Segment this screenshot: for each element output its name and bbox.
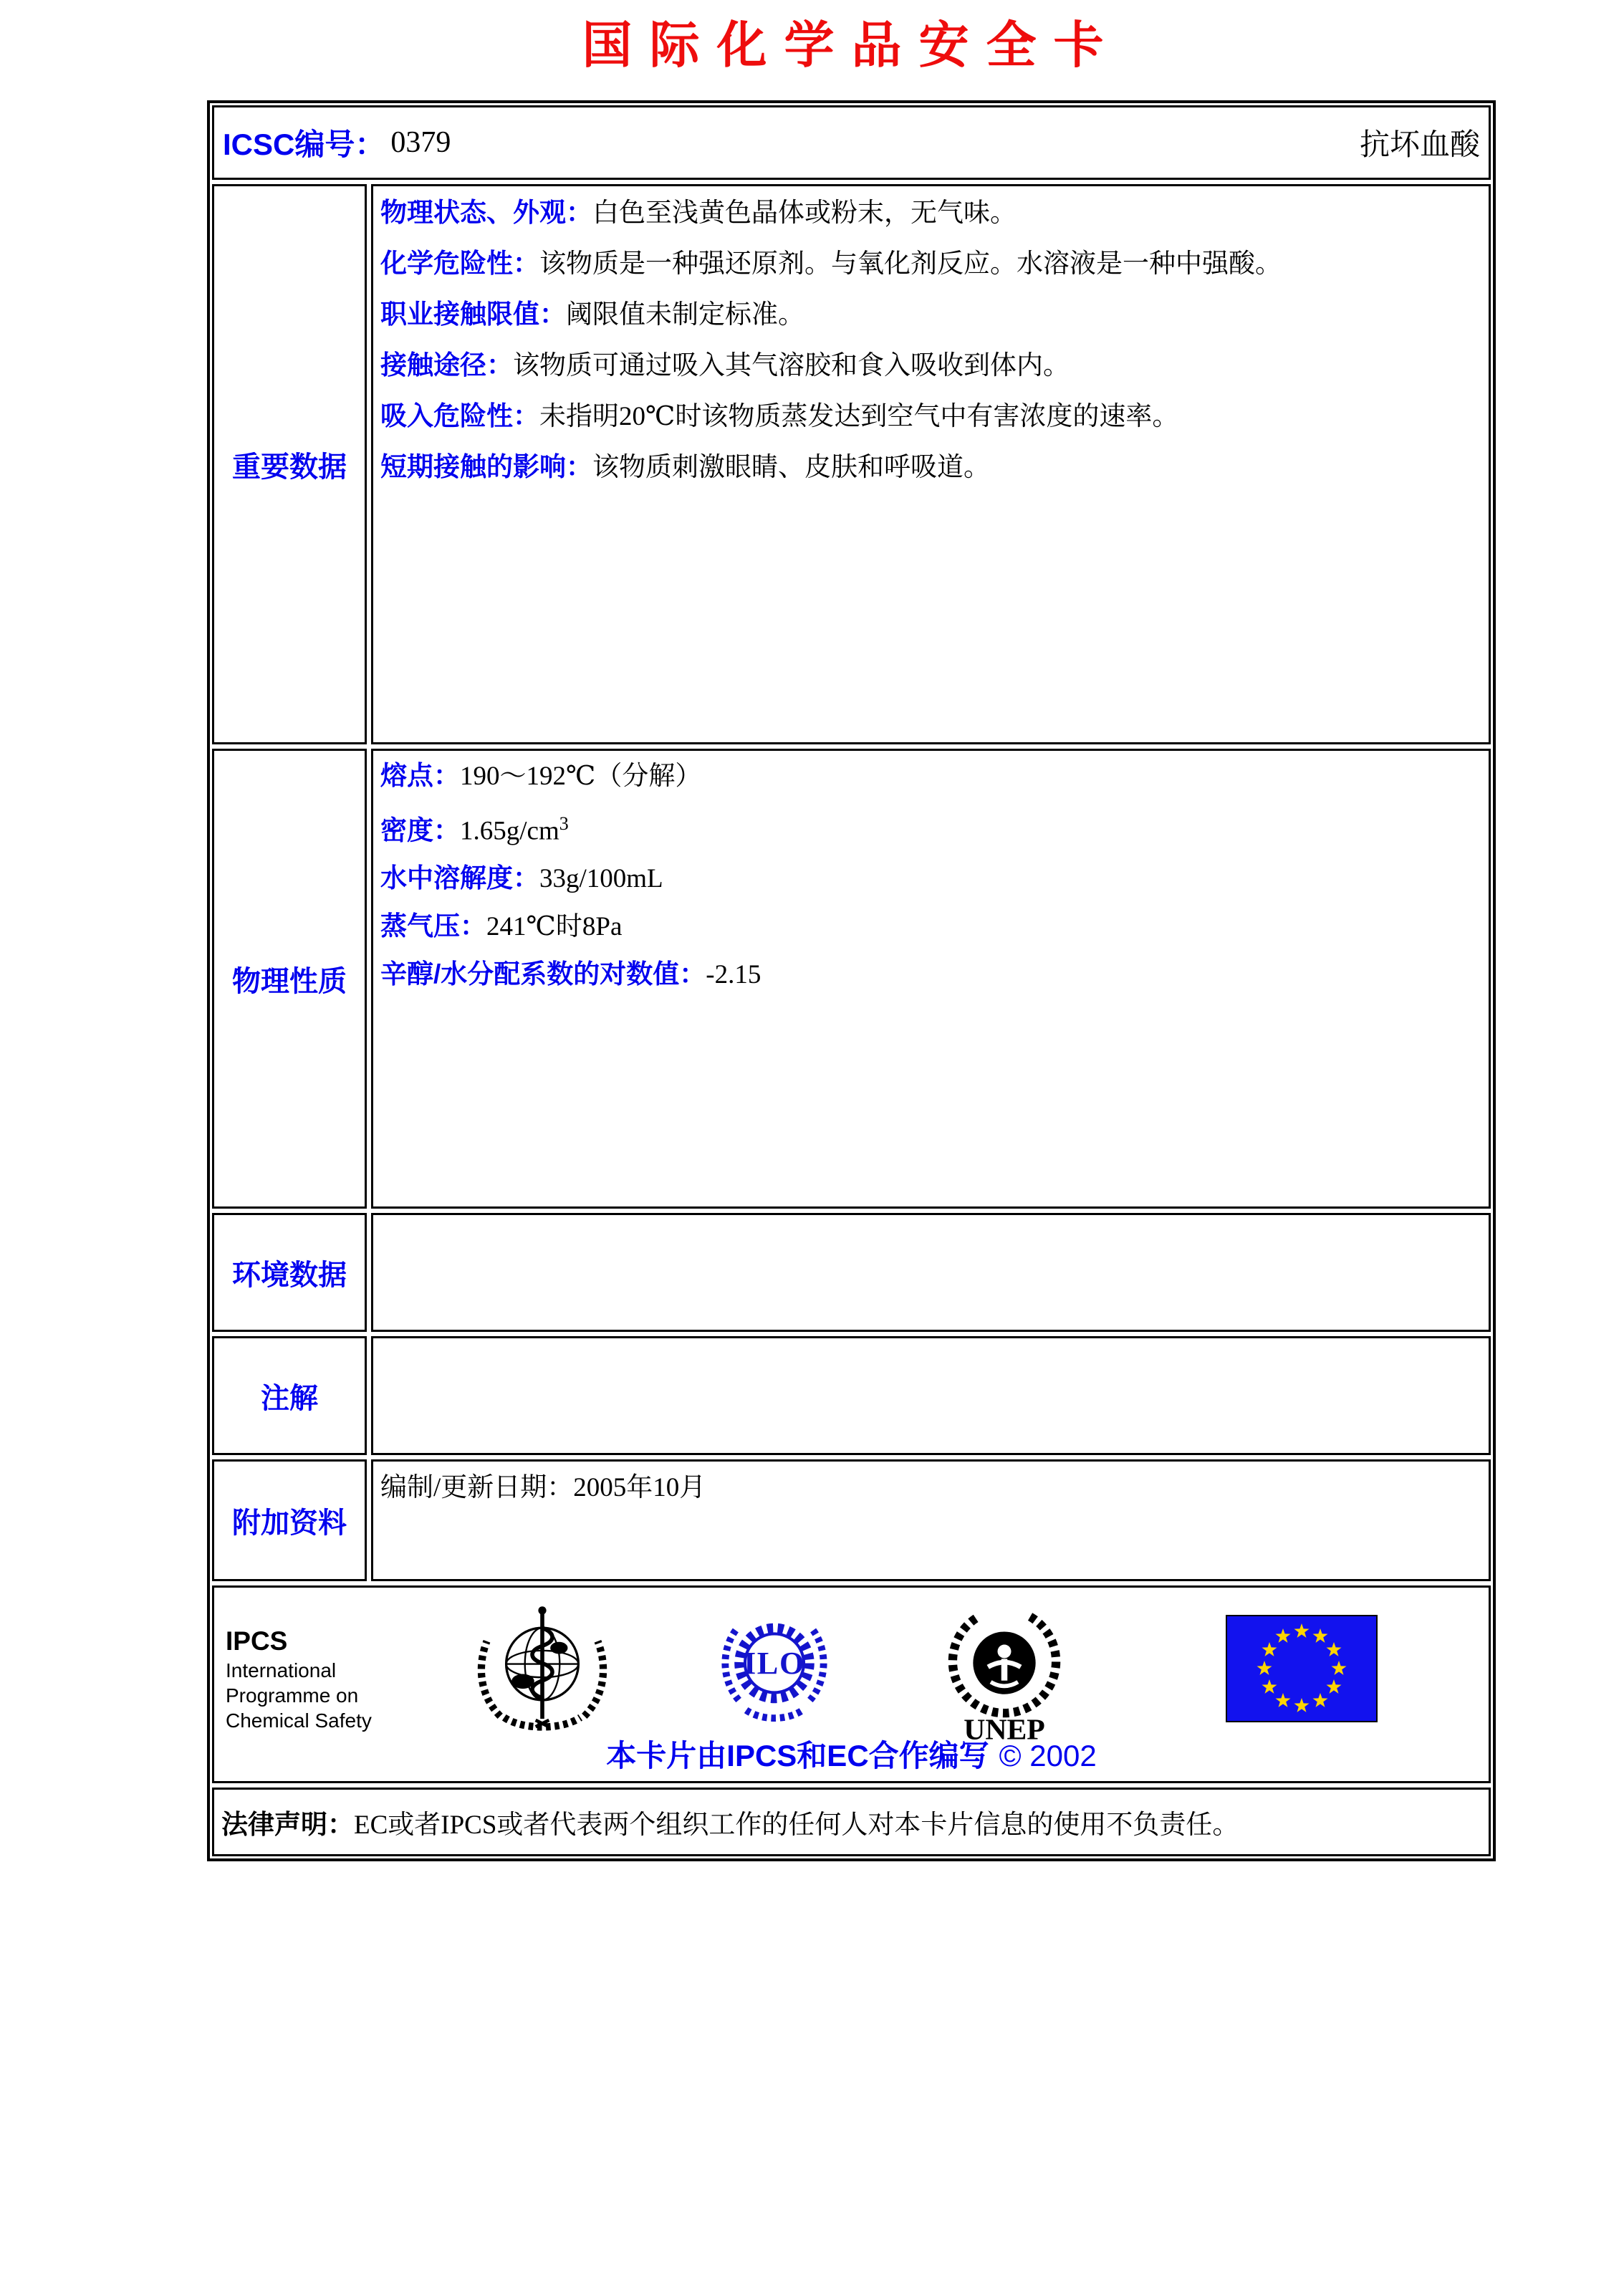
update-date: 编制/更新日期：2005年10月 bbox=[380, 1473, 706, 1502]
important-data-item: 化学危险性：该物质是一种强还原剂。与氧化剂反应。水溶液是一种中强酸。 bbox=[380, 249, 1282, 279]
additional-info-content bbox=[371, 1459, 1491, 1581]
physical-property-item: 熔点：190～192℃（分解） bbox=[380, 761, 702, 791]
legal-text: EC或者IPCS或者代表两个组织工作的任何人对本卡片信息的使用不负责任。 bbox=[354, 1810, 1239, 1840]
ipcs-acronym: IPCS bbox=[226, 1626, 288, 1656]
icsc-card-table bbox=[207, 100, 1496, 1861]
physical-properties-row-label: 物理性质 bbox=[212, 749, 367, 1209]
important-data-item: 职业接触限值：阈限值未制定标准。 bbox=[380, 299, 804, 330]
additional-info-row-label: 附加资料 bbox=[212, 1459, 367, 1581]
copyright-text: © 2002 bbox=[999, 1739, 1097, 1772]
ipcs-text-block bbox=[226, 1625, 372, 1733]
who-logo-icon bbox=[472, 1601, 612, 1738]
important-data-item: 吸入危险性：未指明20℃时该物质蒸发达到空气中有害浓度的速率。 bbox=[380, 401, 1179, 431]
chemical-name: 抗坏血酸 bbox=[1359, 129, 1480, 162]
physical-property-item: 水中溶解度：33g/100mL bbox=[380, 863, 663, 894]
header-row bbox=[212, 105, 1491, 180]
important-data-row bbox=[212, 184, 1491, 744]
physical-properties-row bbox=[212, 749, 1491, 1209]
unep-logo-icon bbox=[936, 1598, 1072, 1744]
logos-cell bbox=[212, 1585, 1491, 1783]
ipcs-line: Chemical Safety bbox=[226, 1709, 372, 1732]
logos-row bbox=[212, 1585, 1491, 1783]
cooperation-caption bbox=[214, 1732, 1489, 1775]
ilo-logo-icon bbox=[716, 1602, 833, 1734]
physical-properties-content bbox=[371, 749, 1491, 1209]
notes-row bbox=[212, 1336, 1491, 1455]
environmental-data-content bbox=[371, 1213, 1491, 1332]
notes-row-label: 注解 bbox=[212, 1336, 367, 1455]
additional-info-row bbox=[212, 1459, 1491, 1581]
important-data-item: 短期接触的影响：该物质刺激眼睛、皮肤和呼吸道。 bbox=[380, 452, 990, 482]
physical-property-item: 蒸气压：241℃时8Pa bbox=[380, 911, 623, 942]
icsc-number-value: 0379 bbox=[390, 126, 451, 159]
notes-content bbox=[371, 1336, 1491, 1455]
important-data-row-label: 重要数据 bbox=[212, 184, 367, 744]
important-data-content bbox=[371, 184, 1491, 744]
environmental-data-row bbox=[212, 1213, 1491, 1332]
ilo-logo-text: ILO bbox=[743, 1646, 806, 1681]
important-data-item: 接触途径：该物质可通过吸入其气溶胶和食入吸收到体内。 bbox=[380, 350, 1070, 380]
physical-property-item: 密度：$1.65g/cm^3$ bbox=[380, 813, 569, 846]
icsc-number-label: ICSC编号： bbox=[223, 128, 385, 161]
page-title: 国际化学品安全卡 bbox=[582, 15, 1121, 75]
environmental-data-row-label: 环境数据 bbox=[212, 1213, 367, 1332]
legal-row bbox=[212, 1788, 1491, 1856]
header-cell bbox=[212, 105, 1491, 180]
physical-property-item: 辛醇/水分配系数的对数值：-2.15 bbox=[380, 959, 761, 990]
eu-flag-icon bbox=[1226, 1615, 1378, 1722]
unep-logo-text: UNEP bbox=[964, 1713, 1045, 1744]
important-data-item: 物理状态、外观：白色至浅黄色晶体或粉末，无气味。 bbox=[380, 198, 1017, 228]
ipcs-line: International bbox=[226, 1659, 337, 1681]
legal-label: 法律声明： bbox=[221, 1810, 354, 1839]
ipcs-line: Programme on bbox=[226, 1684, 359, 1707]
legal-cell bbox=[212, 1788, 1491, 1856]
cooperation-caption-text: 本卡片由IPCS和EC合作编写 bbox=[606, 1739, 989, 1772]
